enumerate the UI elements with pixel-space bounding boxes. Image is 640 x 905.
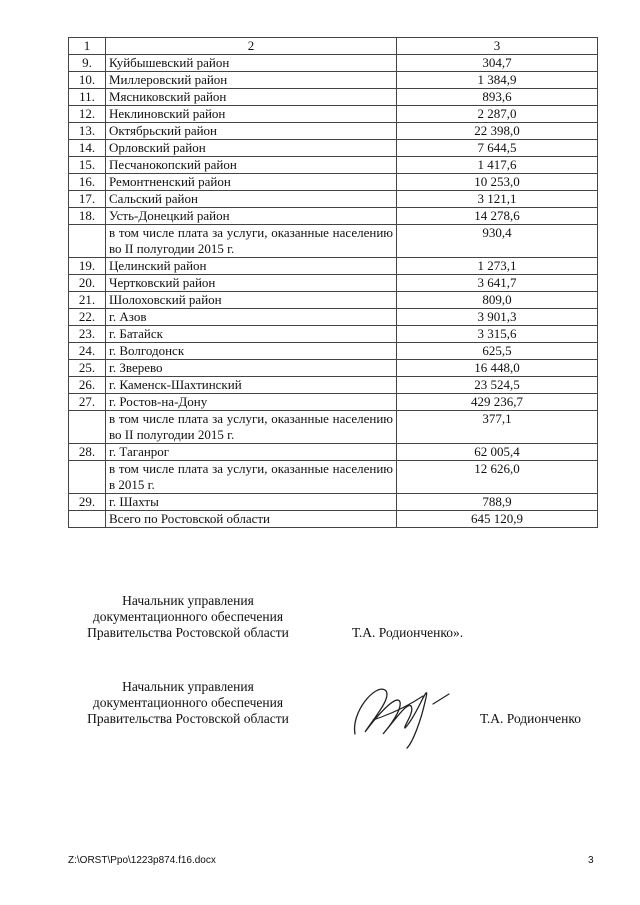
row-number — [69, 511, 106, 528]
row-number: 17. — [69, 191, 106, 208]
table-row — [69, 123, 598, 140]
row-value: 625,5 — [397, 343, 598, 360]
signature-title-line: Правительства Ростовской области — [87, 711, 289, 726]
row-number — [69, 461, 106, 494]
table-row — [69, 106, 598, 123]
row-value: 14 278,6 — [397, 208, 598, 225]
row-number: 28. — [69, 444, 106, 461]
row-value: 377,1 — [397, 411, 598, 444]
row-number — [69, 225, 106, 258]
table-row — [69, 208, 598, 225]
signature-title-line: Начальник управления — [122, 679, 254, 694]
table-row — [69, 89, 598, 106]
row-number: 12. — [69, 106, 106, 123]
row-value: 12 626,0 — [397, 461, 598, 494]
footer-file-path: Z:\ORST\Ppo\1223p874.f16.docx — [68, 855, 216, 866]
row-number: 27. — [69, 394, 106, 411]
header-col-1: 1 — [69, 38, 106, 55]
signatory-name-2: Т.А. Родионченко — [480, 711, 581, 726]
row-value: 304,7 — [397, 55, 598, 72]
row-name: г. Зверево — [106, 360, 397, 377]
row-number: 11. — [69, 89, 106, 106]
row-number: 14. — [69, 140, 106, 157]
row-name: г. Волгодонск — [106, 343, 397, 360]
row-number: 25. — [69, 360, 106, 377]
table-row — [69, 394, 598, 411]
row-name: г. Каменск-Шахтинский — [106, 377, 397, 394]
row-name: г. Азов — [106, 309, 397, 326]
table-row — [69, 377, 598, 394]
table-row — [69, 55, 598, 72]
row-name: Миллеровский район — [106, 72, 397, 89]
table-row — [69, 191, 598, 208]
header-col-3: 3 — [397, 38, 598, 55]
table-row — [69, 511, 598, 528]
row-number: 13. — [69, 123, 106, 140]
signature-title-line: документационного обеспечения — [92, 695, 284, 710]
signature-block-1 — [68, 593, 308, 641]
row-name: Шолоховский район — [106, 292, 397, 309]
row-value: 22 398,0 — [397, 123, 598, 140]
row-number: 19. — [69, 258, 106, 275]
table-header-row — [69, 38, 598, 55]
row-value: 62 005,4 — [397, 444, 598, 461]
table-row — [69, 461, 598, 494]
table-row — [69, 292, 598, 309]
row-name: Сальский район — [106, 191, 397, 208]
row-number: 26. — [69, 377, 106, 394]
row-name: Всего по Ростовской области — [106, 511, 397, 528]
table-row — [69, 444, 598, 461]
page-number: 3 — [588, 855, 594, 866]
signature-block-2 — [68, 679, 308, 727]
table-row — [69, 275, 598, 292]
row-value: 3 901,3 — [397, 309, 598, 326]
table-row — [69, 360, 598, 377]
table-row — [69, 326, 598, 343]
table-row — [69, 140, 598, 157]
signatory-name-1: Т.А. Родионченко». — [352, 625, 464, 640]
row-value: 3 315,6 — [397, 326, 598, 343]
row-name: Куйбышевский район — [106, 55, 397, 72]
row-number: 22. — [69, 309, 106, 326]
table-row — [69, 72, 598, 89]
row-name: г. Таганрог — [106, 444, 397, 461]
row-name: Мясниковский район — [106, 89, 397, 106]
row-name: Орловский район — [106, 140, 397, 157]
row-name: Усть-Донецкий район — [106, 208, 397, 225]
table-row — [69, 157, 598, 174]
row-number: 24. — [69, 343, 106, 360]
row-value: 1 273,1 — [397, 258, 598, 275]
row-number: 20. — [69, 275, 106, 292]
row-number: 18. — [69, 208, 106, 225]
row-name: Неклиновский район — [106, 106, 397, 123]
row-value: 2 287,0 — [397, 106, 598, 123]
budget-table — [68, 37, 598, 528]
row-value: 788,9 — [397, 494, 598, 511]
row-value: 3 121,1 — [397, 191, 598, 208]
row-value: 23 524,5 — [397, 377, 598, 394]
table-row — [69, 174, 598, 191]
row-value: 893,6 — [397, 89, 598, 106]
row-name: в том числе плата за услуги, оказанные населению во II полугодии 2015 г. — [106, 225, 397, 258]
row-value: 10 253,0 — [397, 174, 598, 191]
row-number: 21. — [69, 292, 106, 309]
row-value: 7 644,5 — [397, 140, 598, 157]
table-row — [69, 494, 598, 511]
table-row — [69, 309, 598, 326]
row-value: 3 641,7 — [397, 275, 598, 292]
signature-title-line: Начальник управления — [122, 593, 254, 608]
row-name: г. Батайск — [106, 326, 397, 343]
table-row — [69, 343, 598, 360]
signature-title-line: документационного обеспечения — [92, 609, 284, 624]
handwritten-signature — [345, 672, 455, 752]
row-value: 1 384,9 — [397, 72, 598, 89]
row-number: 15. — [69, 157, 106, 174]
header-col-2: 2 — [106, 38, 397, 55]
signature-title-line: Правительства Ростовской области — [87, 625, 289, 640]
row-name: Чертковский район — [106, 275, 397, 292]
row-value: 16 448,0 — [397, 360, 598, 377]
row-value: 645 120,9 — [397, 511, 598, 528]
row-name: Песчанокопский район — [106, 157, 397, 174]
row-number: 10. — [69, 72, 106, 89]
table-row — [69, 225, 598, 258]
row-number: 16. — [69, 174, 106, 191]
row-name: г. Ростов-на-Дону — [106, 394, 397, 411]
row-number: 23. — [69, 326, 106, 343]
row-value: 429 236,7 — [397, 394, 598, 411]
row-name: в том числе плата за услуги, оказанные населению в 2015 г. — [106, 461, 397, 494]
row-name: г. Шахты — [106, 494, 397, 511]
row-value: 1 417,6 — [397, 157, 598, 174]
row-value: 809,0 — [397, 292, 598, 309]
row-number: 29. — [69, 494, 106, 511]
row-number — [69, 411, 106, 444]
row-value: 930,4 — [397, 225, 598, 258]
row-name: в том числе плата за услуги, оказанные населению во II полугодии 2015 г. — [106, 411, 397, 444]
table-row — [69, 411, 598, 444]
row-name: Целинский район — [106, 258, 397, 275]
table-body — [69, 38, 598, 528]
table-row — [69, 258, 598, 275]
row-name: Октябрьский район — [106, 123, 397, 140]
row-name: Ремонтненский район — [106, 174, 397, 191]
row-number: 9. — [69, 55, 106, 72]
